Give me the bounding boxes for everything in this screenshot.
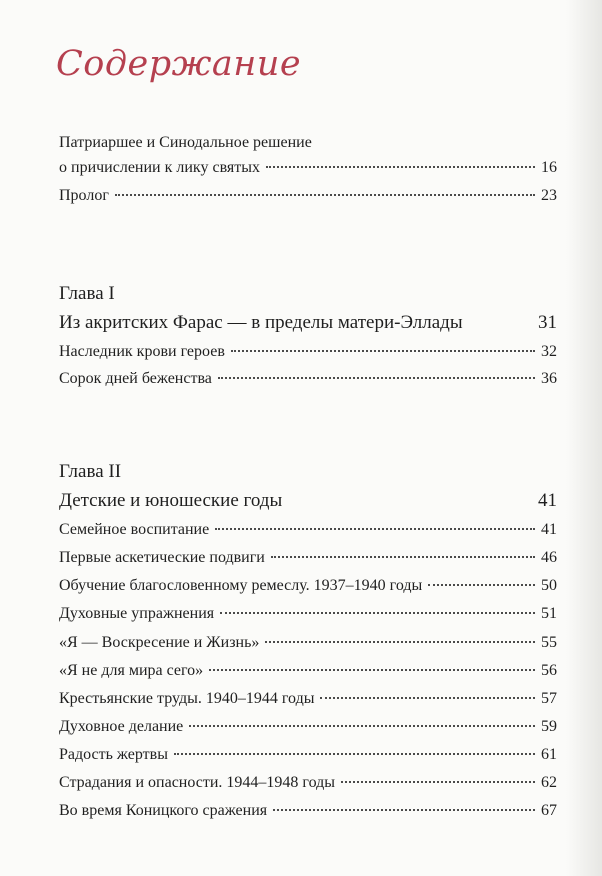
dot-leader: [218, 377, 535, 379]
dot-leader: [266, 166, 535, 168]
chapter-label: Глава II: [59, 461, 122, 482]
toc-entry-text: Пролог: [59, 187, 109, 204]
toc-page-number: 51: [541, 605, 557, 622]
dot-leader: [174, 753, 535, 755]
dot-leader: [209, 669, 535, 671]
toc-page-number: 56: [541, 662, 557, 679]
toc-entry[interactable]: [59, 633, 557, 653]
toc-entry-text: Страдания и опасности. 1944–1948 годы: [59, 774, 336, 791]
toc-page-number: 55: [541, 634, 557, 651]
toc-entry-text: Крестьянские труды. 1940–1944 годы: [59, 690, 315, 707]
chapter-heading[interactable]: [59, 491, 557, 511]
page-title: Содержание: [56, 44, 302, 84]
toc-entry-text: Духовное делание: [59, 718, 184, 735]
toc-entry-text: «Я — Воскресение и Жизнь»: [59, 634, 260, 651]
toc-entry[interactable]: [59, 342, 557, 362]
toc-page-number: 46: [541, 549, 557, 566]
toc-entry-text: Семейное воспитание: [59, 521, 210, 538]
chapter-heading-text: Детские и юношеские годы: [59, 490, 283, 511]
toc-entry[interactable]: [59, 576, 557, 596]
toc-entry-text: Во время Коницкого сражения: [59, 802, 268, 819]
toc-entry-text: Сорок дней беженства: [59, 370, 212, 387]
dot-leader: [271, 556, 535, 558]
toc-entry[interactable]: [59, 186, 557, 206]
dot-leader: [215, 528, 535, 530]
toc-entry[interactable]: [59, 661, 557, 681]
toc-entry[interactable]: [59, 717, 557, 737]
chapter-heading[interactable]: [59, 313, 557, 333]
toc-entry-text: о причислении к лику святых: [59, 159, 261, 176]
toc-page-number: 57: [541, 690, 557, 707]
toc-page-number: 67: [541, 802, 557, 819]
toc-page-number: 36: [541, 370, 557, 387]
toc-entry-text: Первые аскетические подвиги: [59, 549, 265, 566]
toc-entry-text: Наследник крови героев: [59, 343, 225, 360]
toc-page-number: 62: [541, 774, 557, 791]
toc-entry[interactable]: [59, 773, 557, 793]
toc-entry-text: «Я не для мира сего»: [59, 662, 204, 679]
toc-entry[interactable]: [59, 158, 557, 178]
dot-leader: [231, 350, 535, 352]
toc-page-number: 23: [541, 187, 557, 204]
dot-leader: [115, 194, 535, 196]
dot-leader: [428, 584, 535, 586]
chapter-heading-text: Из акритских Фарас — в пределы матери-Эллады: [59, 312, 463, 333]
toc-page-number: 41: [538, 490, 557, 511]
toc-entry-line1: Патриаршее и Синодальное решение: [59, 134, 312, 151]
toc-entry-text: Радость жертвы: [59, 746, 168, 763]
dot-leader: [265, 641, 535, 643]
toc-page-number: 31: [538, 312, 557, 333]
toc-entry-text: Обучение благословенному ремеслу. 1937–1940 годы: [59, 577, 423, 594]
toc-entry[interactable]: [59, 520, 557, 540]
toc-entry[interactable]: [59, 745, 557, 765]
toc-page-number: 50: [541, 577, 557, 594]
toc-page-number: 61: [541, 746, 557, 763]
page-edge-shadow: [566, 0, 602, 876]
toc-page-number: 16: [541, 159, 557, 176]
dot-leader: [220, 612, 535, 614]
toc-page-number: 41: [541, 521, 557, 538]
toc-entry[interactable]: [59, 604, 557, 624]
toc-entry-text: Духовные упражнения: [59, 605, 215, 622]
dot-leader: [189, 725, 535, 727]
toc-entry[interactable]: [59, 689, 557, 709]
dot-leader: [341, 781, 535, 783]
toc-page-number: 32: [541, 343, 557, 360]
toc-entry[interactable]: [59, 369, 557, 389]
chapter-label: Глава I: [59, 283, 115, 304]
toc-entry[interactable]: [59, 548, 557, 568]
toc-entry[interactable]: [59, 801, 557, 821]
dot-leader: [273, 809, 535, 811]
dot-leader: [320, 697, 535, 699]
toc-page-number: 59: [541, 718, 557, 735]
